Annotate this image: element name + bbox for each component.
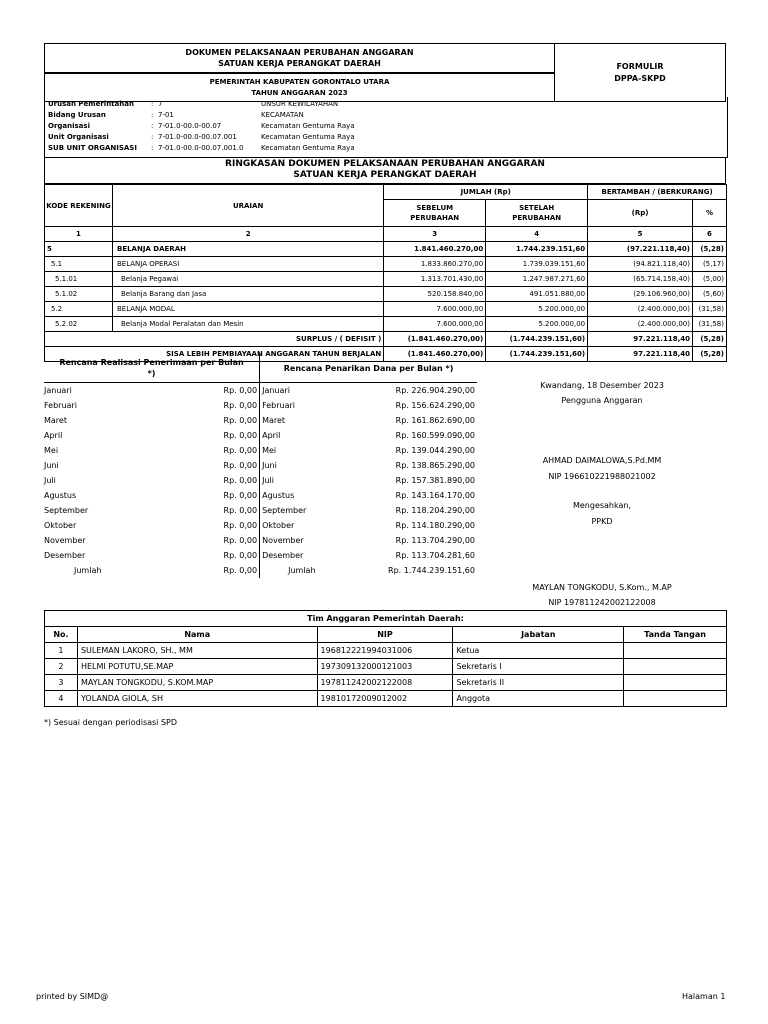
tim-anggaran-table xyxy=(44,610,727,707)
info-row: Urusan Pemerintahan : 7 UNSUR KEWILAYAHAN xyxy=(48,100,339,108)
signature-cell xyxy=(624,659,727,675)
col-num: 5 xyxy=(588,227,693,242)
penerimaan-title: Rencana Realisasi Penerimaan per Bulan *) xyxy=(44,354,260,383)
col-num: 2 xyxy=(112,227,383,242)
table-row: 5.1 BELANJA OPERASI 1.833.860.270,00 1.739.039.151,60 (94.821.118,40) (5,17) xyxy=(45,257,727,272)
header-bertambah: BERTAMBAH / (BERKURANG) xyxy=(588,185,727,200)
table-row: 5.2.02 Belanja Modal Peralatan dan Mesin 7.600.000,00 5.200.000,00 (2.400.000,00) (31,58) xyxy=(45,317,727,332)
rencana-row: Februari Rp. 0,00 Februari Rp. 156.624.290,00 xyxy=(44,398,477,413)
info-row: Organisasi : 7-01.0-00.0-00.07 Kecamatan Gentuma Raya xyxy=(48,122,355,130)
col-num: 4 xyxy=(486,227,588,242)
signature-cell xyxy=(624,691,727,707)
document-title: DOKUMEN PELAKSANAAN PERUBAHAN ANGGARAN SATUAN KERJA PERANGKAT DAERAH xyxy=(45,44,554,74)
header-sebelum: SEBELUM PERUBAHAN xyxy=(384,200,486,227)
header-uraian: URAIAN xyxy=(112,185,383,227)
header-pct: % xyxy=(692,200,726,227)
rencana-row: November Rp. 0,00 November Rp. 113.704.290,00 xyxy=(44,533,477,548)
signature-role: Pengguna Anggaran xyxy=(561,396,643,405)
approval-label: Mengesahkan, xyxy=(572,501,632,510)
header-kode: KODE REKENING xyxy=(45,185,113,227)
table-row: 5.2 BELANJA MODAL 7.600.000,00 5.200.000,00 (2.400.000,00) (31,58) xyxy=(45,302,727,317)
tim-header-nip: NIP xyxy=(317,627,453,643)
footnote: *) Sesuai dengan periodisasi SPD xyxy=(44,718,178,727)
signature-cell xyxy=(624,675,727,691)
tim-title: Tim Anggaran Pemerintah Daerah: xyxy=(45,611,727,627)
col-num: 3 xyxy=(384,227,486,242)
info-row: Unit Organisasi : 7-01.0-00.0-00.07.001 Kecamatan Gentuma Raya xyxy=(48,133,355,141)
form-code: FORMULIR DPPA-SKPD xyxy=(614,61,666,83)
signature-nip: NIP 196610221988021002 xyxy=(548,472,656,481)
rencana-table xyxy=(44,354,477,578)
penarikan-title: Rencana Penarikan Dana per Bulan *) xyxy=(260,354,477,383)
header-setelah: SETELAH PERUBAHAN xyxy=(486,200,588,227)
signature-name: AHMAD DAIMALOWA,S.Pd.MM xyxy=(542,456,662,465)
approval-nip: NIP 197811242002122008 xyxy=(548,598,656,607)
page-number: Halaman 1 xyxy=(682,992,726,1001)
info-row: Bidang Urusan : 7-01 KECAMATAN xyxy=(48,111,304,119)
table-row: 5.1.01 Belanja Pegawai 1.313.701.430,00 1.247.987.271,60 (65.714.158,40) (5,00) xyxy=(45,272,727,287)
rencana-row: Juli Rp. 0,00 Juli Rp. 157.381.890,00 xyxy=(44,473,477,488)
rencana-row: Juni Rp. 0,00 Juni Rp. 138.865.290,00 xyxy=(44,458,477,473)
tim-row: 1 SULEMAN LAKORO, SH., MM 196812221994031006 Ketua xyxy=(45,643,727,659)
table-row: 5 BELANJA DAERAH 1.841.460.270,00 1.744.239.151,60 (97.221.118,40) (5,28) xyxy=(45,242,727,257)
rencana-row: Januari Rp. 0,00 Januari Rp. 226.904.290,00 xyxy=(44,383,477,399)
col-num: 6 xyxy=(692,227,726,242)
rencana-row: Oktober Rp. 0,00 Oktober Rp. 114.180.290,00 xyxy=(44,518,477,533)
tim-row: 4 YOLANDA GIOLA, SH 19810172009012002 Anggota xyxy=(45,691,727,707)
header-left xyxy=(45,44,555,102)
tim-row: 2 HELMI POTUTU,SE.MAP 197309132000121003 Sekretaris I xyxy=(45,659,727,675)
table-row: 5.1.02 Belanja Barang dan Jasa 520.158.840,00 491.051.880,00 (29.106.960,00) (5,60) xyxy=(45,287,727,302)
summary-title: RINGKASAN DOKUMEN PELAKSANAAN PERUBAHAN ANGGARAN SATUAN KERJA PERANGKAT DAERAH xyxy=(44,157,726,184)
tim-row: 3 MAYLAN TONGKODU, S.KOM.MAP 197811242002122008 Sekretaris II xyxy=(45,675,727,691)
signature-cell xyxy=(624,643,727,659)
approval-role: PPKD xyxy=(591,517,613,526)
jumlah-row: Jumlah Rp. 0,00 Jumlah Rp. 1.744.239.151,60 xyxy=(44,563,477,578)
rencana-row: Maret Rp. 0,00 Maret Rp. 161.862.690,00 xyxy=(44,413,477,428)
surplus-row: SURPLUS / ( DEFISIT ) (1.841.460.270,00) (1.744.239.151,60) 97.221.118,40 (5,28) xyxy=(45,332,727,347)
rencana-row: April Rp. 0,00 April Rp. 160.599.090,00 xyxy=(44,428,477,443)
printed-by: printed by SIMD@ xyxy=(36,992,109,1001)
tim-header-nama: Nama xyxy=(77,627,317,643)
sisa-row: SISA LEBIH PEMBIAYAAN ANGGARAN TAHUN BERJALAN (1.841.460.270,00) (1.744.239.151,60) 97.221.118,40 (5,28) xyxy=(45,347,727,362)
summary-table xyxy=(44,184,727,362)
rencana-row: Agustus Rp. 0,00 Agustus Rp. 143.164.170,00 xyxy=(44,488,477,503)
signature-place-date: Kwandang, 18 Desember 2023 xyxy=(540,381,664,390)
rencana-row: September Rp. 0,00 September Rp. 118.204.290,00 xyxy=(44,503,477,518)
rencana-row: Desember Rp. 0,00 Desember Rp. 113.704.281,60 xyxy=(44,548,477,563)
tim-header-jabatan: Jabatan xyxy=(453,627,624,643)
col-num: 1 xyxy=(45,227,113,242)
org-info xyxy=(44,97,728,158)
approval-name: MAYLAN TONGKODU, S.Kom., M.AP xyxy=(532,583,672,592)
document-header xyxy=(44,43,726,102)
header-jumlah: JUMLAH (Rp) xyxy=(384,185,588,200)
document-subtitle: PEMERINTAH KABUPATEN GORONTALO UTARA TAHUN ANGGARAN 2023 xyxy=(209,78,390,97)
header-rp: (Rp) xyxy=(588,200,693,227)
tim-header-no: No. xyxy=(45,627,78,643)
rencana-row: Mei Rp. 0,00 Mei Rp. 139.044.290,00 xyxy=(44,443,477,458)
info-row: SUB UNIT ORGANISASI : 7-01.0-00.0-00.07.001.0 Kecamatan Gentuma Raya xyxy=(48,144,355,152)
tim-header-ttd: Tanda Tangan xyxy=(624,627,727,643)
